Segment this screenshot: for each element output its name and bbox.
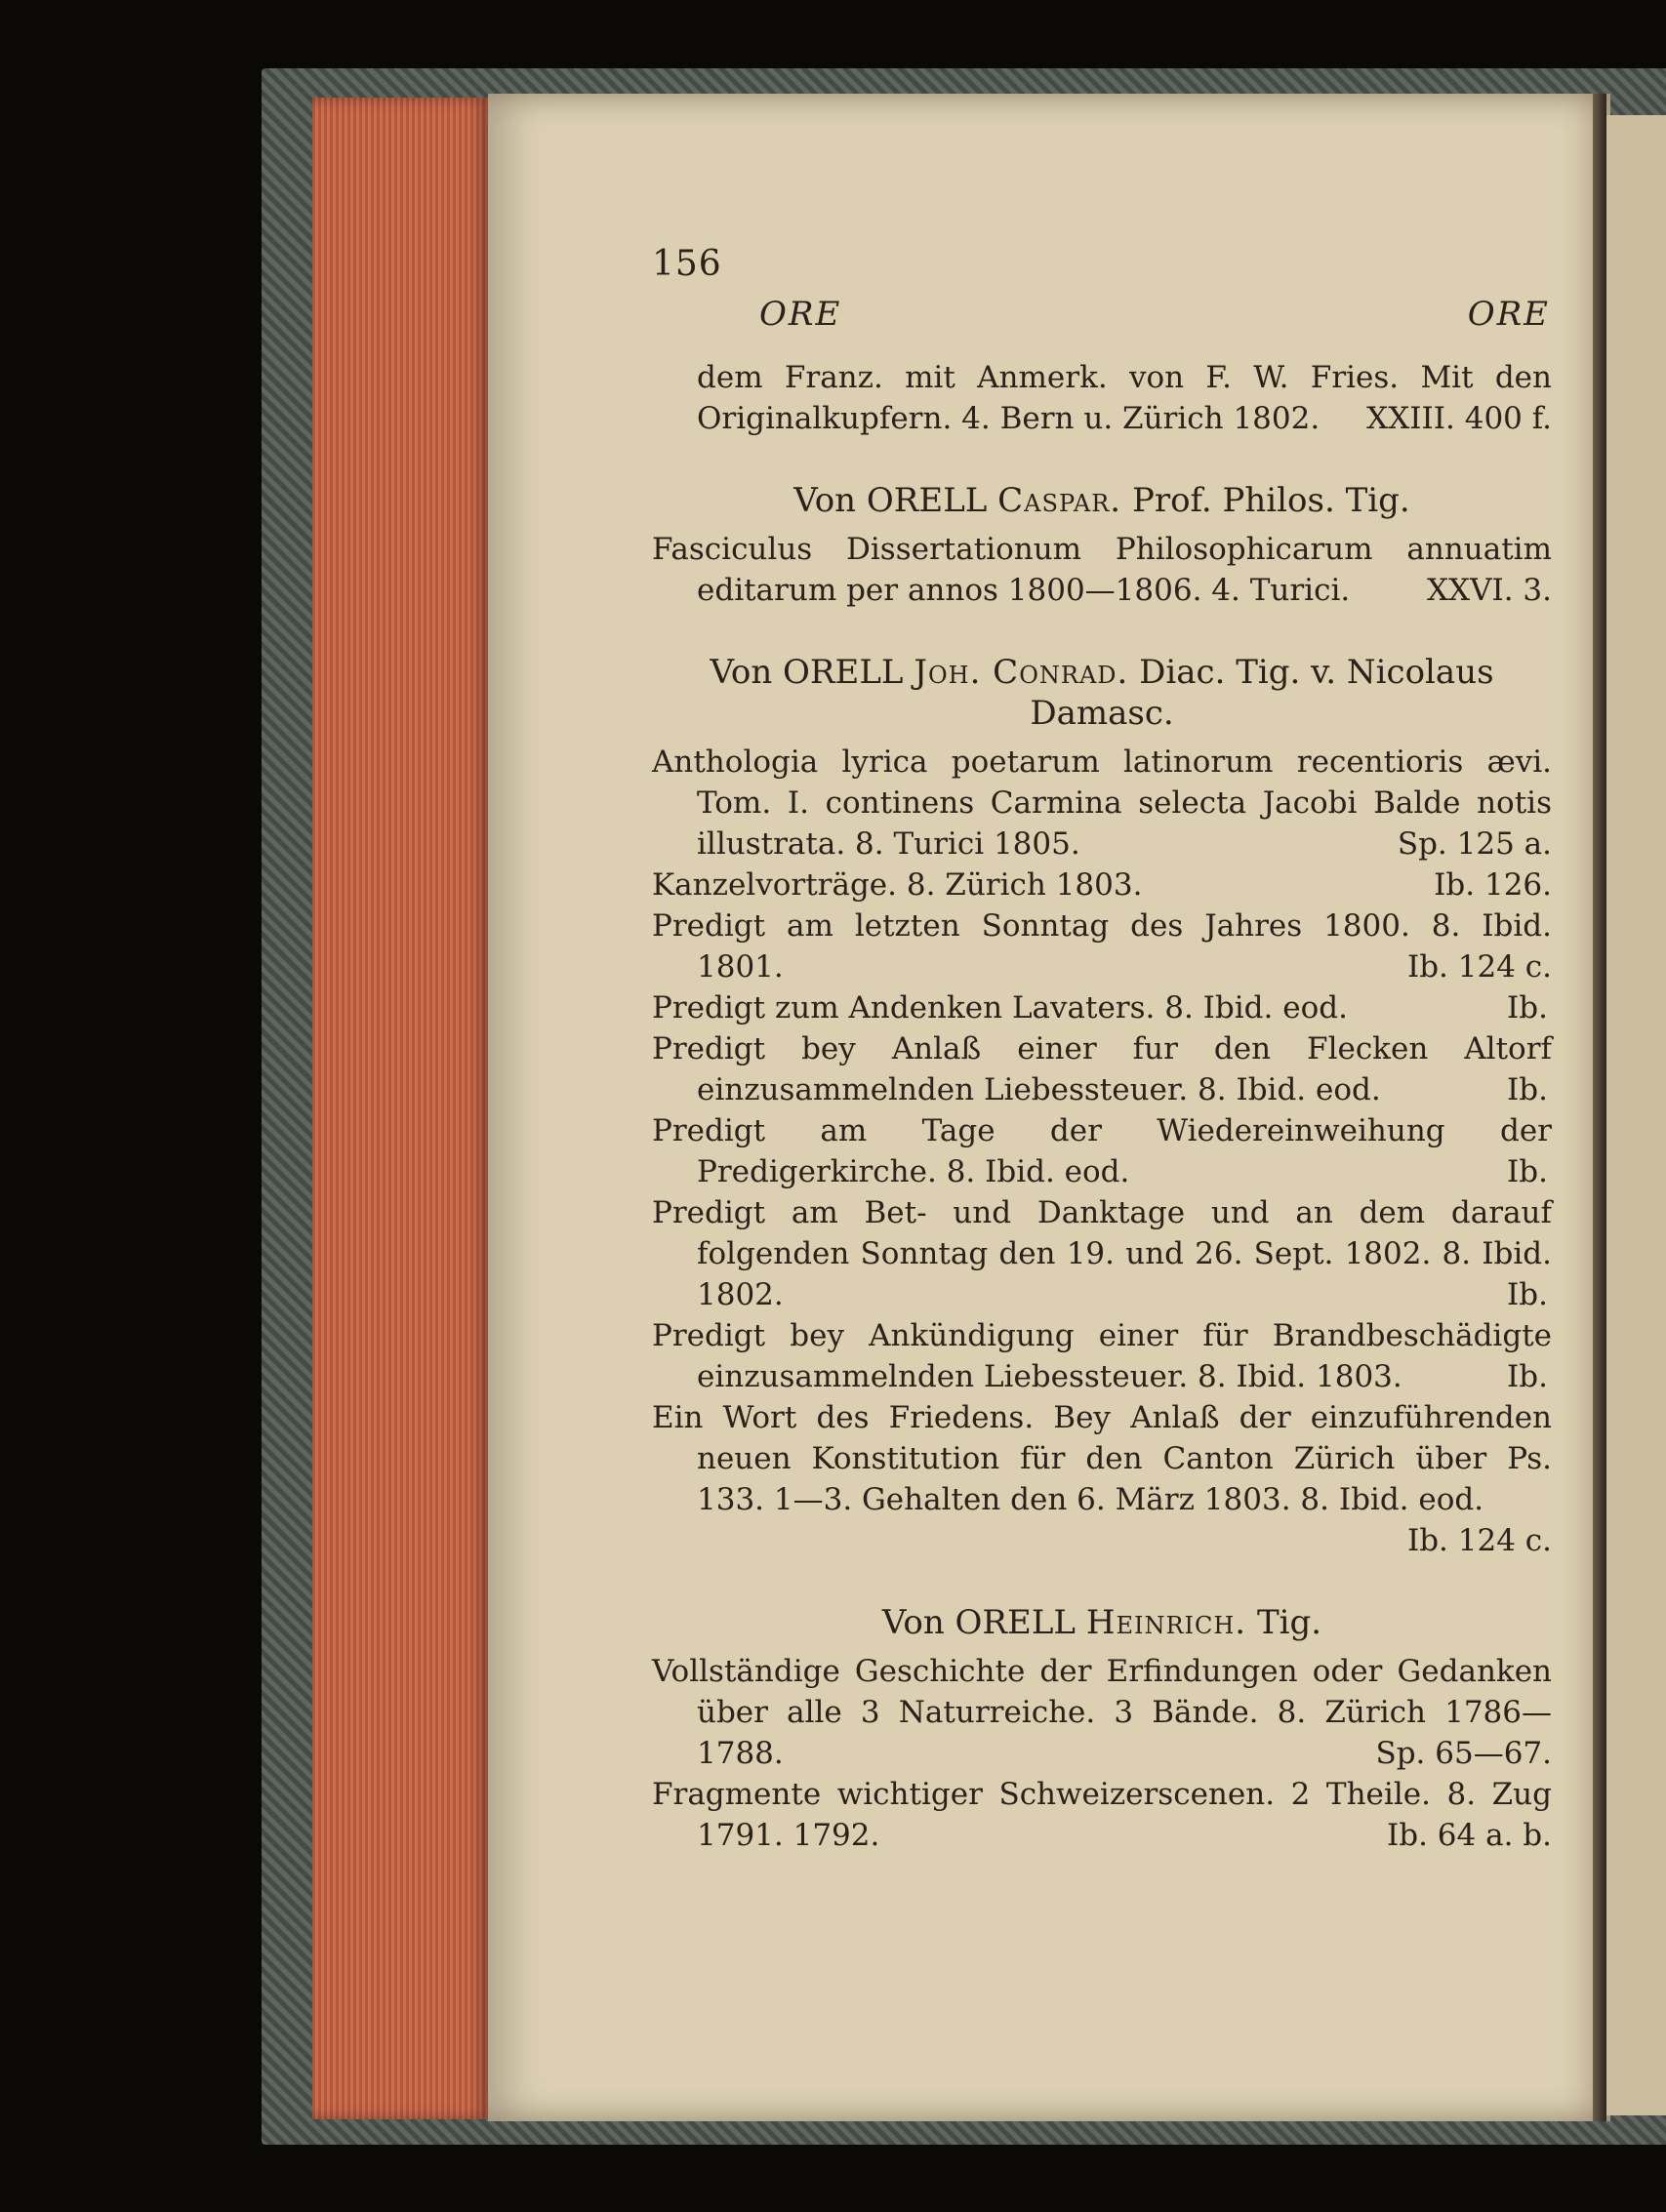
- entry-text: dem Franz. mit Anmerk. von F. W. Fries. Mit den Originalkupfern. 4. Bern u. Zürich 1802.: [697, 360, 1552, 436]
- entry-reference: XXVI. 3.: [1426, 573, 1552, 608]
- section-gap: [652, 439, 1552, 480]
- entry-text: Ein Wort des Friedens. Bey Anlaß der einzuführenden neuen Konstitution für den Canton Zürich über Ps. 133. 1—3. Gehalten den 6. März 1803. 8. Ibid. eod.: [652, 1400, 1552, 1517]
- entry-text: Anthologia lyrica poetarum latinorum recentioris ævi. Tom. I. continens Carmina selecta Jacobi Balde notis illustrata. 8. Turici 1805.: [652, 744, 1552, 862]
- entry-text: Predigt am Tage der Wiedereinweihung der Predigerkirche. 8. Ibid. eod.: [652, 1113, 1552, 1189]
- section-gap: [652, 611, 1552, 652]
- bibliography-entry: Predigt bey Ankündigung einer für Brandbeschädigte einzusammelnden Liebessteuer. 8. Ibid. 1803. Ib.: [652, 1318, 1552, 1394]
- author-given-name: Joh. Conrad.: [914, 653, 1129, 692]
- entry-reference: Ib. 64 a. b.: [1387, 1818, 1552, 1853]
- author-heading: [652, 480, 1552, 521]
- entry-continuation: [652, 357, 1552, 439]
- bibliography-entry: Predigt bey Anlaß einer fur den Flecken Altorf einzusammelnden Liebessteuer. 8. Ibid. eod. Ib.: [652, 1031, 1552, 1107]
- bibliography-entry: [652, 865, 1552, 905]
- bibliography-entry: [652, 1774, 1552, 1856]
- author-surname-prefix: Von OR: [793, 481, 919, 520]
- author-description: Tig.: [1256, 1603, 1322, 1642]
- section-gap: [652, 1561, 1552, 1602]
- author-surname: ELL: [1007, 1603, 1076, 1642]
- entry-reference: Sp. 65—67.: [1375, 1736, 1552, 1771]
- page-number: 156: [652, 244, 722, 284]
- entry-text: Predigt bey Anlaß einer fur den Flecken Altorf einzusammelnden Liebessteuer. 8. Ibid. eod.: [652, 1031, 1552, 1107]
- entry-text: Fasciculus Dissertationum Philosophicarum annuatim editarum per annos 1800—1806. 4. Turici.: [652, 532, 1552, 608]
- entry-reference: Sp. 125 a.: [1397, 826, 1552, 862]
- author-given-name: Caspar.: [997, 481, 1122, 520]
- entry-text: Predigt zum Andenken Lavaters. 8. Ibid. eod.: [652, 990, 1348, 1026]
- page-body: [652, 357, 1552, 1856]
- author-heading: [652, 1602, 1552, 1643]
- bibliography-entry: [652, 742, 1552, 865]
- entry-reference: XXIII. 400 f.: [1366, 401, 1552, 436]
- bibliography-entry: [652, 1651, 1552, 1774]
- bibliography-entry: Predigt zum Andenken Lavaters. 8. Ibid. eod. Ib.: [652, 990, 1548, 1026]
- running-header: [759, 295, 1550, 343]
- running-header-right: ORE: [1467, 295, 1550, 334]
- bibliography-entry: [652, 905, 1552, 987]
- facing-page-edge: [1606, 115, 1666, 2115]
- entry-text: Predigt bey Ankündigung einer für Brandbeschädigte einzusammelnden Liebessteuer. 8. Ibid. 1803.: [652, 1318, 1552, 1394]
- author-description: Prof. Philos. Tig.: [1131, 481, 1410, 520]
- bibliography-entry: [652, 529, 1552, 611]
- bibliography-entry: Predigt am Bet- und Danktage und an dem darauf folgenden Sonntag den 19. und 26. Sept. 1802. 8. Ibid. 1802. Ib.: [652, 1195, 1552, 1312]
- entry-text: Predigt am Bet- und Danktage und an dem darauf folgenden Sonntag den 19. und 26. Sept. 1802. 8. Ibid. 1802.: [652, 1195, 1552, 1312]
- book-gutter: [1593, 94, 1606, 2121]
- entry-reference: Ib. 124 c.: [1406, 949, 1552, 985]
- bibliography-entry: [652, 1397, 1552, 1558]
- page-edges: [312, 98, 492, 2119]
- author-surname: ELL: [918, 481, 988, 520]
- entry-text: Fragmente wichtiger Schweizerscenen. 2 Theile. 8. Zug 1791. 1792.: [652, 1777, 1552, 1853]
- author-given-name: Heinrich.: [1085, 1603, 1247, 1642]
- entry-reference: Ib. 124 c.: [1406, 1523, 1552, 1558]
- author-surname-prefix: Von OR: [881, 1603, 1008, 1642]
- author-surname-prefix: Von OR: [710, 653, 835, 692]
- entry-reference: Ib. 126.: [1434, 867, 1552, 903]
- author-description: Diac. Tig. v. Nicolaus Damasc.: [1030, 653, 1494, 733]
- author-heading: [652, 652, 1552, 734]
- entry-text: Predigt am letzten Sonntag des Jahres 1800. 8. Ibid. 1801.: [652, 908, 1552, 985]
- entry-text: Kanzelvorträge. 8. Zürich 1803.: [652, 867, 1143, 903]
- entry-text: Vollständige Geschichte der Erfindungen oder Gedanken über alle 3 Naturreiche. 3 Bände. 8. Zürich 1786—1788.: [652, 1654, 1552, 1771]
- bibliography-entry: Predigt am Tage der Wiedereinweihung der Predigerkirche. 8. Ibid. eod. Ib.: [652, 1113, 1552, 1189]
- running-header-left: ORE: [759, 295, 842, 334]
- author-surname: ELL: [834, 653, 904, 692]
